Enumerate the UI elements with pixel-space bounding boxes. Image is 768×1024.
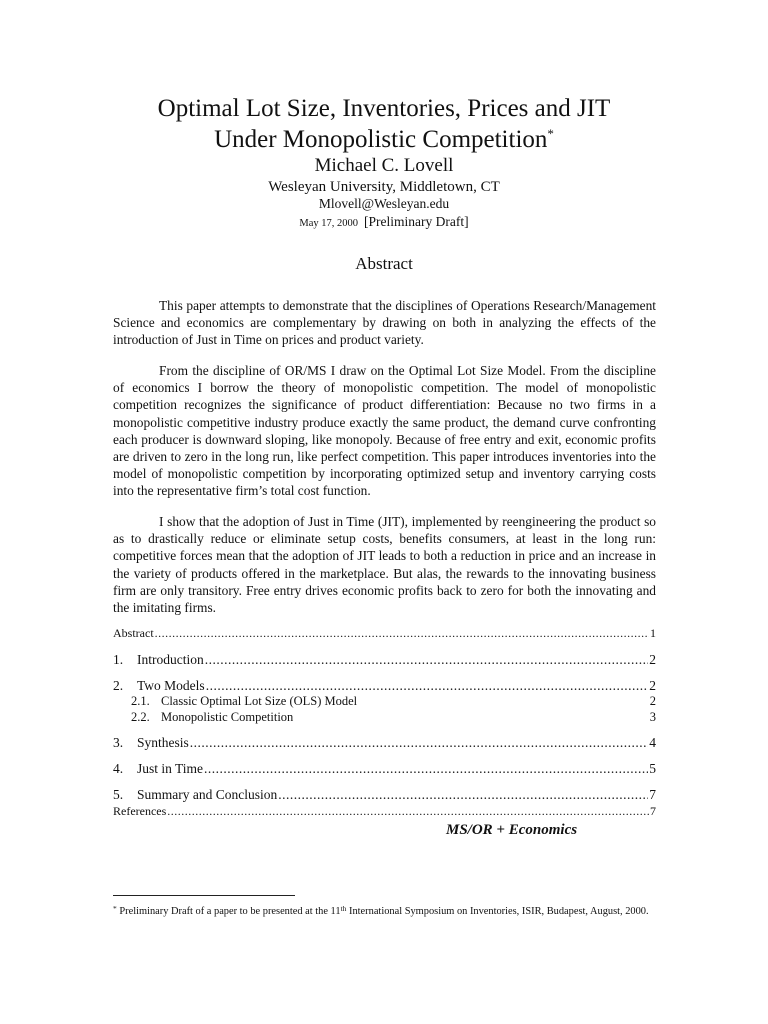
toc-abstract-page: 1: [650, 626, 656, 640]
draft-note: [Preliminary Draft]: [364, 214, 469, 229]
toc-subsection-num: 2.2.: [131, 710, 150, 724]
footnote-ordinal: th: [340, 904, 347, 913]
toc-leader: [167, 804, 649, 819]
toc-section-5[interactable]: [113, 787, 656, 803]
toc-section-num: 1.: [113, 652, 124, 667]
date: May 17, 2000: [299, 218, 359, 229]
toc-section-2[interactable]: [113, 678, 656, 694]
toc-section-label: Synthesis: [137, 735, 189, 750]
tagline: MS/OR + Economics: [446, 822, 578, 838]
toc-section-page: 4: [649, 735, 656, 750]
toc-section-num: 2.: [113, 678, 124, 693]
toc-subsection-label: Monopolistic Competition: [161, 710, 294, 724]
footnote-mark: *: [113, 904, 117, 913]
toc-leader: [278, 787, 648, 803]
toc-section-label: Introduction: [137, 652, 204, 667]
footnote-text-before: Preliminary Draft of a paper to be presented at the 11: [119, 906, 341, 917]
toc-leader: [190, 735, 648, 751]
footnote-text-after: International Symposium on Inventories, ISIR, Budapest, August, 2000.: [349, 906, 649, 917]
toc-subsection-2-1[interactable]: [131, 694, 656, 709]
title-footnote-mark: *: [547, 126, 554, 141]
abstract-paragraph-2: From the discipline of OR/MS I draw on the Optimal Lot Size Model. From the discipline of economics I borrow the theory of monopolistic competition. The model of monopolistic competition recognizes the significance of product differentiation: Because no two firms in a monopolistic competitive industry produce exactly the same product, the demand curve confronting each producer is downward sloping, like monopoly. Because of free entry and exit, economic profits are driven to zero in the long run, like perfect competition. This paper introduces inventories into the model of monopolistic competition by incorporating optimized setup and inventory carrying costs into the representative firm’s total cost function.: [113, 363, 656, 499]
toc-section-4[interactable]: [113, 761, 656, 777]
toc-subsection-page: 3: [649, 710, 656, 724]
toc-leader: [206, 678, 649, 694]
toc-section-num: 4.: [113, 761, 124, 776]
author-email: Mlovell@Wesleyan.edu: [318, 196, 450, 211]
abstract-heading: Abstract: [355, 254, 413, 273]
toc-abstract[interactable]: [113, 626, 656, 641]
title-line-1: Optimal Lot Size, Inventories, Prices and JIT: [157, 95, 611, 122]
toc-subsection-label: Classic Optimal Lot Size (OLS) Model: [161, 694, 358, 708]
toc-subsection-2-2[interactable]: [131, 710, 656, 725]
date-line: [0, 214, 768, 230]
toc-section-page: 2: [649, 678, 656, 693]
toc-subsection-num: 2.1.: [131, 694, 150, 708]
abstract-paragraph-3: I show that the adoption of Just in Time (JIT), implemented by reengineering the product so as to drastically reduce or eliminate setup costs, benefits consumers, at least in the long run: competitive forces mean that the adoption of JIT leads to both a reduction in price and an increase in the variety of products offered in the marketplace. But alas, the rewards to the innovating business firm are only transitory. Free entry drives economic profits back to zero for both the innovating and the imitating firms.: [113, 514, 656, 616]
toc-section-num: 5.: [113, 787, 124, 802]
toc-section-label: Just in Time: [137, 761, 204, 776]
toc-leader: [205, 652, 649, 668]
toc-section-3[interactable]: [113, 735, 656, 751]
toc-section-num: 3.: [113, 735, 124, 750]
toc-references-page: 7: [650, 804, 656, 818]
toc-section-page: 5: [649, 761, 656, 776]
toc-references-label: References: [113, 804, 167, 818]
toc-section-label: Summary and Conclusion: [137, 787, 278, 802]
paper-title: [0, 93, 768, 155]
title-line-2: [0, 124, 768, 155]
toc-section-label: Two Models: [137, 678, 205, 693]
affiliation: Wesleyan University, Middletown, CT: [268, 179, 500, 195]
toc-abstract-label: Abstract: [113, 626, 154, 640]
abstract-paragraph-1: This paper attempts to demonstrate that the disciplines of Operations Research/Management Science and economics are complementary by drawing on both in analyzing the effects of the introduction of Just in Time on prices and product variety.: [113, 298, 656, 348]
title-line-2-text: Under Monopolistic Competition: [214, 126, 548, 153]
toc-section-page: 2: [649, 652, 656, 667]
toc-section-page: 7: [649, 787, 656, 802]
footnote: [113, 904, 656, 919]
toc-leader: [155, 626, 649, 641]
author-name: Michael C. Lovell: [314, 155, 454, 176]
toc-subsection-page: 2: [649, 694, 656, 708]
toc-leader: [204, 761, 648, 777]
footnote-divider: [113, 895, 295, 896]
toc-section-1[interactable]: [113, 652, 656, 668]
toc-references[interactable]: [113, 804, 656, 819]
